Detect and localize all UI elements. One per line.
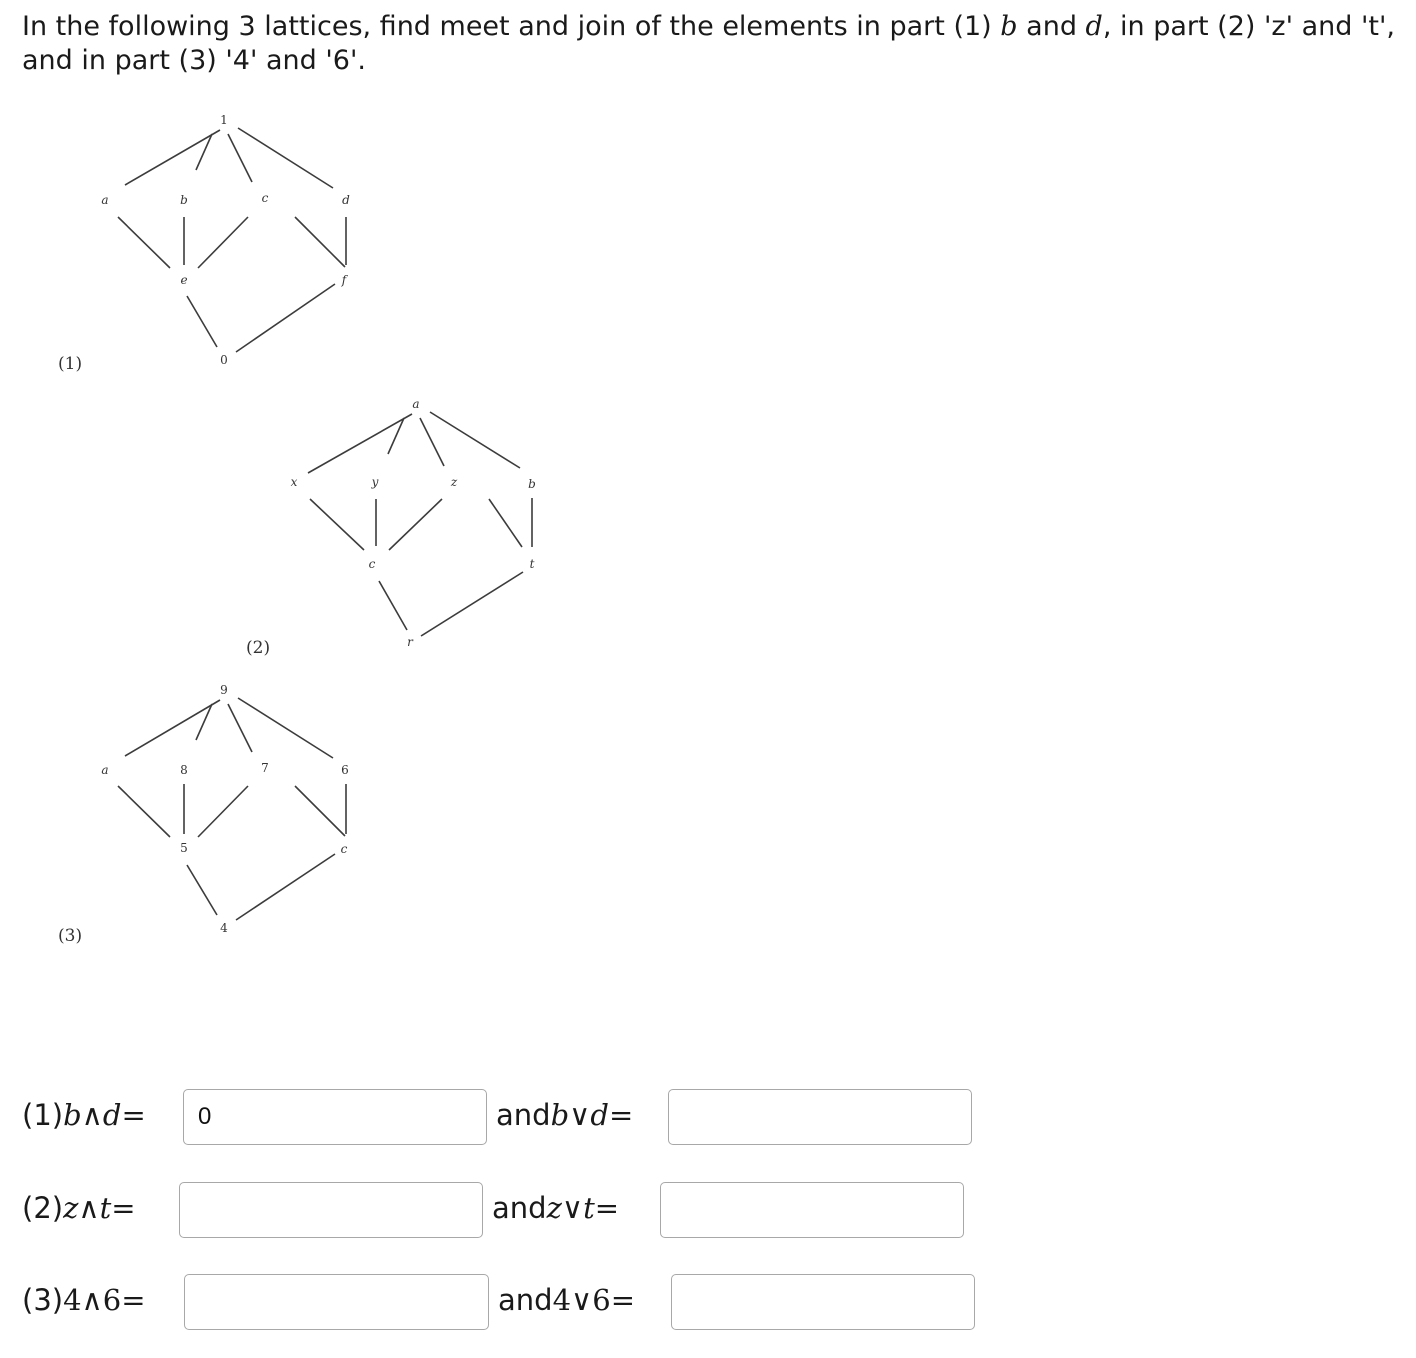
lattice1-node-top: 1 xyxy=(220,113,228,127)
answer-row-3-join-label: and 4 ∨ 6 = xyxy=(498,1283,636,1317)
lattice2-node-top: a xyxy=(412,397,420,411)
lattice2-node-l1: x xyxy=(290,475,298,489)
lattice3-node-l2: 8 xyxy=(180,763,188,777)
join-symbol: ∨ xyxy=(569,1098,591,1132)
lattice-diagram-3 xyxy=(90,680,370,950)
meet-answer-input-1[interactable] xyxy=(183,1089,487,1145)
answer-row-2-join-label: and z ∨ t = xyxy=(492,1191,620,1225)
lattice1-node-l2: b xyxy=(180,193,188,207)
question-part-1: In the following 3 lattices, find meet and join of the elements in part (1) xyxy=(22,11,1001,42)
lattice3-label: (3) xyxy=(58,926,83,946)
lattice3-node-l4: 6 xyxy=(341,763,349,777)
lattice1-node-bottom: 0 xyxy=(220,353,228,367)
question-var-b: b xyxy=(1000,11,1018,42)
answer-row-1-join-label: and b ∨ d = xyxy=(496,1098,634,1132)
answer-row-2-meet-label: (2) z ∧ t = xyxy=(22,1191,136,1225)
var-b: b xyxy=(63,1098,82,1132)
lattice1-node-l4: d xyxy=(342,193,350,207)
lattice2-node-l4: b xyxy=(528,477,536,491)
lattice2-node-l3: z xyxy=(450,475,458,489)
lattice1-label: (1) xyxy=(58,354,83,374)
equals-sign: = xyxy=(111,1191,136,1225)
question-var-d: d xyxy=(1085,11,1103,42)
lattice2-node-m2: t xyxy=(529,557,535,571)
lattice2-node-l2: y xyxy=(371,475,379,489)
meet-symbol: ∧ xyxy=(81,1098,103,1132)
lattice2-label: (2) xyxy=(246,638,271,658)
lattice2-node-m1: c xyxy=(368,557,376,571)
meet-answer-input-3[interactable] xyxy=(184,1274,489,1330)
lattice1-node-l3: c xyxy=(261,191,269,205)
var-z: z xyxy=(63,1191,79,1225)
lattice-diagram-1 xyxy=(90,110,370,380)
meet-symbol: ∧ xyxy=(81,1283,103,1317)
lattice3-node-m2: c xyxy=(340,842,348,856)
join-answer-input-3[interactable] xyxy=(671,1274,975,1330)
answer-row-1-meet-label: (1) b ∧ d = xyxy=(22,1098,146,1132)
meet-answer-input-2[interactable] xyxy=(179,1182,483,1238)
lattice3-node-l3: 7 xyxy=(261,761,269,775)
lattice1-node-m1: e xyxy=(180,273,188,287)
equals-sign: = xyxy=(121,1283,146,1317)
equals-sign: = xyxy=(121,1098,146,1132)
question-part-3: , in part (2) 'z' and 't', and in part (3) '4' and '6'. xyxy=(22,11,1395,76)
lattice3-node-top: 9 xyxy=(220,683,228,697)
join-answer-input-2[interactable] xyxy=(660,1182,964,1238)
meet-symbol: ∧ xyxy=(78,1191,100,1225)
lattice1-node-m2: f xyxy=(341,273,347,287)
lattice-diagram-2 xyxy=(282,394,562,664)
join-answer-input-1[interactable] xyxy=(668,1089,972,1145)
join-symbol: ∨ xyxy=(561,1191,584,1225)
lattice2-node-bottom: r xyxy=(407,635,413,649)
question-text xyxy=(22,10,1412,78)
answer-row-3-meet-label: (3) 4 ∧ 6 = xyxy=(22,1283,146,1317)
lattice3-node-bottom: 4 xyxy=(220,921,228,935)
join-symbol: ∨ xyxy=(571,1283,593,1317)
lattice3-node-l1: a xyxy=(101,763,109,777)
var-t: t xyxy=(99,1191,112,1225)
lattice1-node-l1: a xyxy=(101,193,109,207)
lattice3-node-m1: 5 xyxy=(180,841,188,855)
value-4: 4 xyxy=(63,1283,82,1317)
var-d: d xyxy=(102,1098,122,1132)
value-6: 6 xyxy=(102,1283,122,1317)
question-part-2: and xyxy=(1017,11,1086,42)
